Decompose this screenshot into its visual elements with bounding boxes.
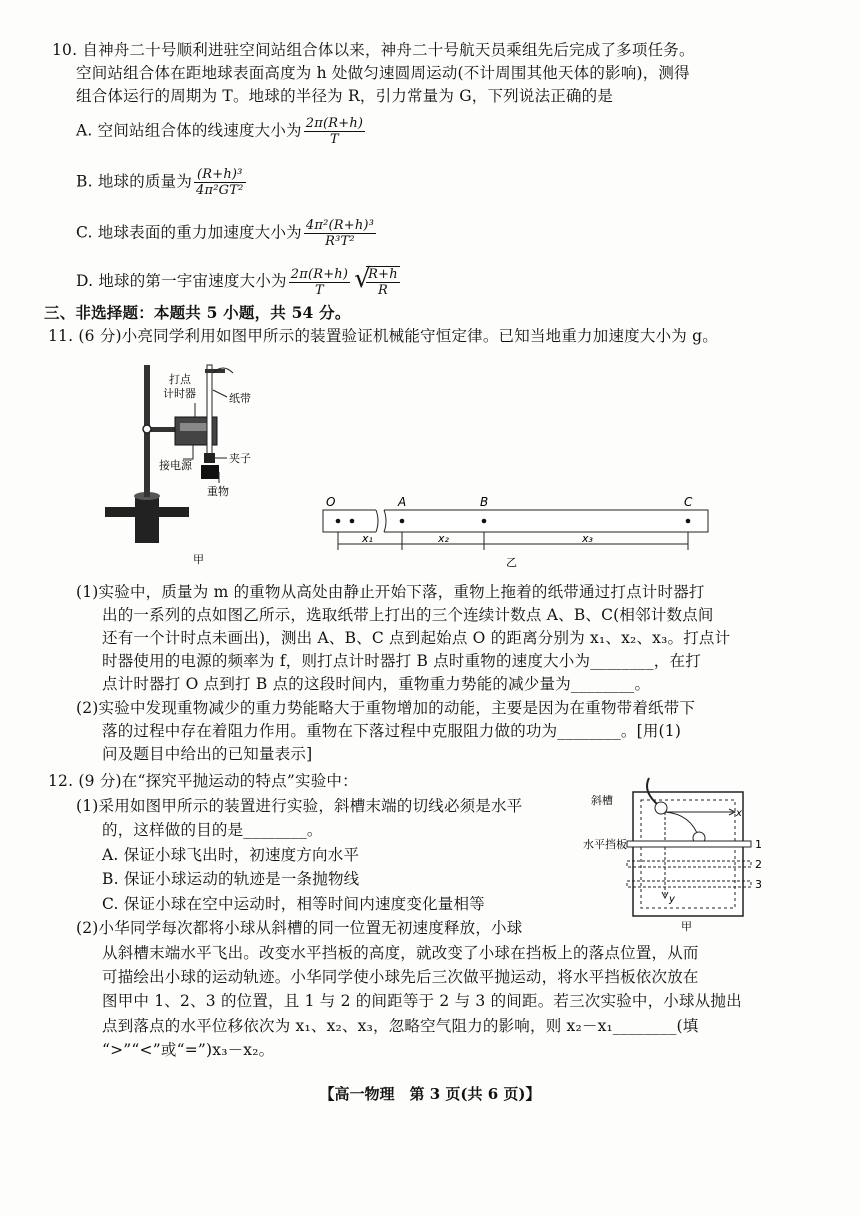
label-tape: 纸带	[229, 392, 251, 405]
q11-line1: 11. (6 分)小亮同学利用如图甲所示的装置验证机械能守恒定律。已知当地重力加速度大小为 g。	[48, 327, 718, 345]
q11-p2-line1: (2)实验中发现重物减少的重力势能略大于重物增加的动能，主要是因为在重物带着纸带下	[76, 699, 696, 717]
q11-p1-line1: (1)实验中，质量为 m 的重物从高处由静止开始下落，重物上拖着的纸带通过打点计时器打	[76, 583, 705, 601]
q10-b-den: 4π²GT²	[196, 183, 244, 198]
q11-p1-line2: 出的一系列的点如图乙所示，选取纸带上打出的三个连续计数点 A、B、C(相邻计数点间	[102, 606, 714, 624]
plate-1	[627, 841, 751, 847]
label-x1: x₁	[362, 532, 373, 545]
q12-p2-line5: 点到落点的水平位移依次为 x₁、x₂、x₃，忽略空气阻力的影响，则 x₂－x₁________(填	[102, 1017, 699, 1035]
label-chute: 斜槽	[591, 794, 613, 807]
dot-c	[686, 519, 691, 524]
label-n3: 3	[755, 878, 762, 891]
stand-base-block	[135, 495, 159, 543]
q12-projectile-figure	[583, 772, 773, 937]
q10-b-num: (R+h)³	[194, 167, 246, 183]
q10-c-den: R³T²	[325, 234, 355, 249]
q12-p2-line2: 从斜槽末端水平飞出。改变水平挡板的高度，就改变了小球在挡板上的落点位置，从而	[102, 944, 699, 962]
q10-c-num: 4π²(R+h)³	[305, 218, 375, 233]
q10-option-a	[76, 116, 367, 147]
q11-p1-line4: 时器使用的电源的频率为 f，则打点计时器打 B 点时重物的速度大小为________，在打	[102, 652, 701, 670]
board	[633, 792, 743, 916]
q12-p2-line1: (2)小华同学每次都将小球从斜槽的同一位置无初速度释放，小球	[76, 919, 523, 937]
label-n2: 2	[755, 858, 762, 871]
q12-option-b: B. 保证小球运动的轨迹是一条抛物线	[102, 870, 360, 888]
clip	[204, 453, 215, 463]
q10-b-text: B. 地球的质量为	[76, 172, 193, 191]
q12-p1-line2: 的，这样做的目的是________。	[102, 821, 323, 839]
label-A: A	[398, 495, 407, 509]
q10-b-fraction	[194, 167, 246, 198]
label-timer: 打点	[169, 373, 191, 386]
label-O: O	[326, 495, 336, 509]
label-power: 接电源	[159, 459, 192, 472]
q10-c-text: C. 地球表面的重力加速度大小为	[76, 223, 302, 242]
q11-tape-figure	[318, 492, 713, 570]
q12-line1: 12. (9 分)在“探究平抛运动的特点”实验中：	[48, 772, 358, 790]
q12-option-a: A. 保证小球飞出时，初速度方向水平	[102, 846, 360, 864]
label-y-axis: y	[669, 894, 675, 905]
q10-line3: 组合体运行的周期为 T。地球的半径为 R，引力常量为 G，下列说法正确的是	[76, 87, 614, 105]
label-x-axis: x	[736, 808, 742, 819]
q11-p2-line3: 问及题目中给出的已知量表示]	[102, 745, 313, 763]
label-yi: 乙	[506, 556, 517, 569]
label-B: B	[480, 495, 489, 509]
label-timer2: 计时器	[163, 387, 196, 400]
q12-p2-line6: “>”“<”或“=”)x₃－x₂。	[102, 1041, 275, 1059]
label-weight: 重物	[207, 485, 229, 498]
dot-a	[400, 519, 405, 524]
paper-tape	[207, 365, 212, 460]
q10-d-fraction	[289, 267, 350, 298]
dot-b	[482, 519, 487, 524]
label-plate: 水平挡板	[583, 838, 627, 851]
q10-a-text: A. 空间站组合体的线速度大小为	[76, 121, 302, 140]
q10-option-d	[76, 266, 400, 298]
q10-option-b	[76, 167, 248, 198]
section-3-heading: 三、非选择题：本题共 5 小题，共 54 分。	[44, 303, 351, 322]
q10-d-rnum: R+h	[368, 267, 398, 282]
q12-option-c: C. 保证小球在空中运动时，相等时间内速度变化量相等	[102, 895, 485, 913]
label-C: C	[684, 495, 693, 509]
q10-a-den: T	[330, 132, 339, 147]
q12-p2-line4: 图甲中 1、2、3 的位置，且 1 与 2 的间距等于 2 与 3 的间距。若三次实验中，小球从抛出	[102, 992, 742, 1010]
q11-apparatus-figure	[95, 355, 285, 570]
label-x2: x₂	[438, 532, 449, 545]
q10-option-c	[76, 218, 378, 249]
label-clip: 夹子	[229, 452, 251, 465]
q10-d-rden: R	[377, 283, 388, 298]
label-x3: x₃	[582, 532, 593, 545]
q10-c-fraction	[304, 218, 376, 249]
label-jia-q11: 甲	[193, 553, 204, 566]
q10-line2: 空间站组合体在距地球表面高度为 h 处做匀速圆周运动(不计周围其他天体的影响)，测得	[76, 64, 690, 82]
q10-d-text: D. 地球的第一宇宙速度大小为	[76, 272, 287, 290]
weight	[201, 465, 219, 479]
q12-p2-line3: 可描绘出小球的运动轨迹。小华同学使小球先后三次做平抛运动，将水平挡板依次放在	[102, 968, 699, 986]
label-n1: 1	[755, 838, 762, 851]
q12-p1-line1: (1)采用如图甲所示的装置进行实验，斜槽末端的切线必须是水平	[76, 797, 523, 815]
q10-a-fraction	[304, 116, 365, 147]
q11-p1-line5: 点计时器打 O 点到打 B 点的这段时间内，重物重力势能的减少量为________。	[102, 675, 651, 693]
label-jia-q12: 甲	[681, 920, 692, 933]
page-footer: 【高一物理 第 3 页(共 6 页)】	[319, 1085, 541, 1103]
q10-d-sqrt: √ $\frac{R+h}{R}$	[354, 264, 398, 298]
q10-a-num: 2π(R+h)	[305, 116, 364, 131]
q11-p2-line2: 落的过程中存在着阻力作用。重物在下落过程中克服阻力做的功为________。[用(1)	[102, 722, 682, 740]
q10-line1: 10. 自神舟二十号顺利进驻空间站组合体以来，神舟二十号航天员乘组先后完成了多项任务。	[52, 41, 695, 59]
q10-d-den: T	[315, 282, 324, 298]
q10-d-num: 2π(R+h)	[290, 266, 349, 282]
q11-p1-line3: 还有一个计时点未画出)，测出 A、B、C 点到起始点 O 的距离分别为 x₁、x₂、x₃。打点计	[102, 629, 731, 647]
